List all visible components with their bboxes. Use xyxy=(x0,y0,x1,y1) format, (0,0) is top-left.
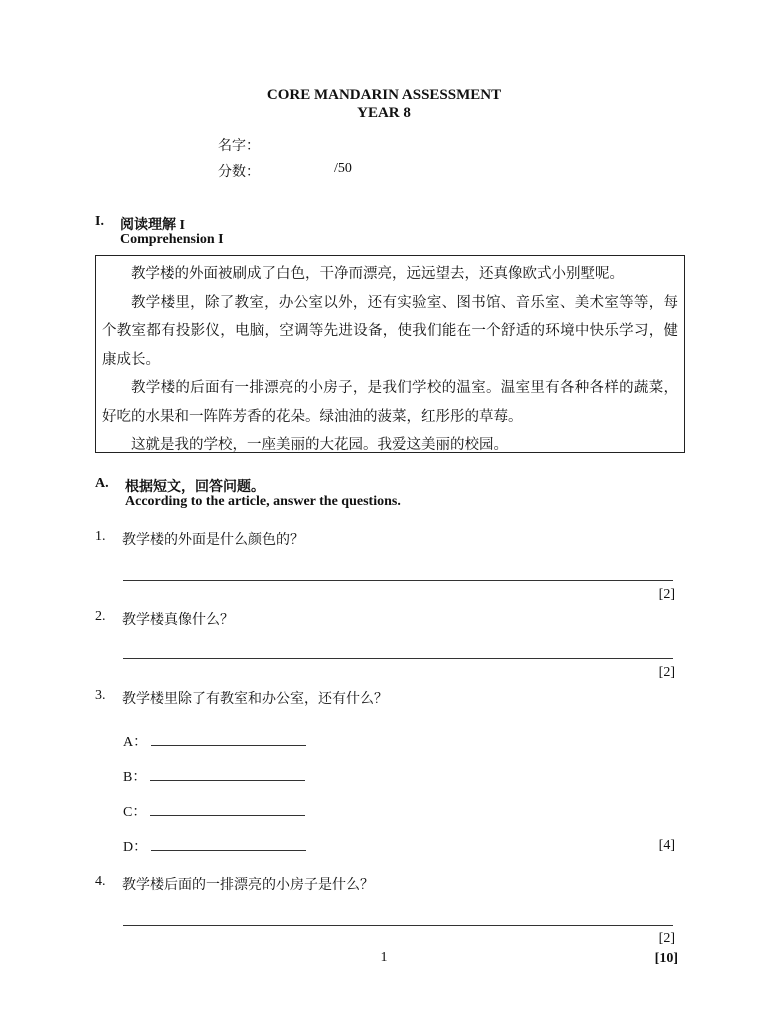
question-number: 4. xyxy=(95,874,106,889)
option-label: C： xyxy=(123,805,147,820)
answer-option-d[interactable] xyxy=(123,836,306,856)
answer-option-c[interactable] xyxy=(123,801,305,821)
option-label: B： xyxy=(123,770,147,785)
passage-paragraph: 教学楼的外面被刷成了白色，干净而漂亮，远远望去，还真像欧式小别墅呢。 xyxy=(131,266,624,282)
question-marks: [2] xyxy=(658,931,675,946)
question-number: 1. xyxy=(95,529,106,544)
passage-paragraph: 教学楼的后面有一排漂亮的小房子，是我们学校的温室。温室里有各种各样的蔬菜，好吃的水果和一阵阵芳香的花朵。绿油油的菠菜，红彤彤的草莓。 xyxy=(102,380,678,425)
question-text: 教学楼后面的一排漂亮的小房子是什么？ xyxy=(122,878,374,893)
score-label: 分数： xyxy=(218,165,260,180)
question-marks: [2] xyxy=(658,587,675,602)
name-label: 名字： xyxy=(218,139,260,154)
answer-option-b[interactable] xyxy=(123,766,305,786)
passage-paragraph: 教学楼里，除了教室，办公室以外，还有实验室、图书馆、音乐室、美术室等等，每个教室都有投影仪，电脑，空调等先进设备，使我们能在一个舒适的环境中快乐学习，健康成长。 xyxy=(102,294,678,368)
section-title-en: Comprehension I xyxy=(120,232,224,247)
assessment-title: CORE MANDARIN ASSESSMENT xyxy=(266,87,502,103)
question-number: 3. xyxy=(95,688,106,703)
part-a-instruction-cn: 根据短文，回答问题。 xyxy=(125,480,265,495)
option-answer-line[interactable] xyxy=(150,803,305,816)
passage-paragraph: 这就是我的学校，一座美丽的大花园。我爱这美丽的校园。 xyxy=(131,437,508,453)
question-marks: [4] xyxy=(658,838,675,853)
question-marks: [2] xyxy=(658,665,675,680)
question-text: 教学楼里除了有教室和办公室，还有什么？ xyxy=(122,692,388,707)
option-answer-line[interactable] xyxy=(151,838,306,851)
option-answer-line[interactable] xyxy=(150,768,305,781)
answer-line[interactable] xyxy=(123,658,673,659)
option-label: D： xyxy=(123,840,148,855)
answer-line[interactable] xyxy=(123,580,673,581)
total-marks: [10] xyxy=(654,951,678,966)
section-title-cn: 阅读理解 I xyxy=(120,218,185,233)
option-label: A： xyxy=(123,735,148,750)
question-text: 教学楼真像什么？ xyxy=(122,613,234,628)
part-a-letter: A. xyxy=(95,476,109,491)
question-number: 2. xyxy=(95,609,106,624)
question-text: 教学楼的外面是什么颜色的？ xyxy=(122,533,304,548)
score-total: /50 xyxy=(334,161,352,176)
option-answer-line[interactable] xyxy=(151,733,306,746)
year-label: YEAR 8 xyxy=(357,105,411,121)
section-number: I. xyxy=(95,214,104,229)
answer-option-a[interactable] xyxy=(123,731,306,751)
page-number: 1 xyxy=(380,950,388,965)
part-a-instruction-en: According to the article, answer the questions. xyxy=(125,494,401,509)
answer-line[interactable] xyxy=(123,925,673,926)
reading-passage xyxy=(95,255,685,453)
